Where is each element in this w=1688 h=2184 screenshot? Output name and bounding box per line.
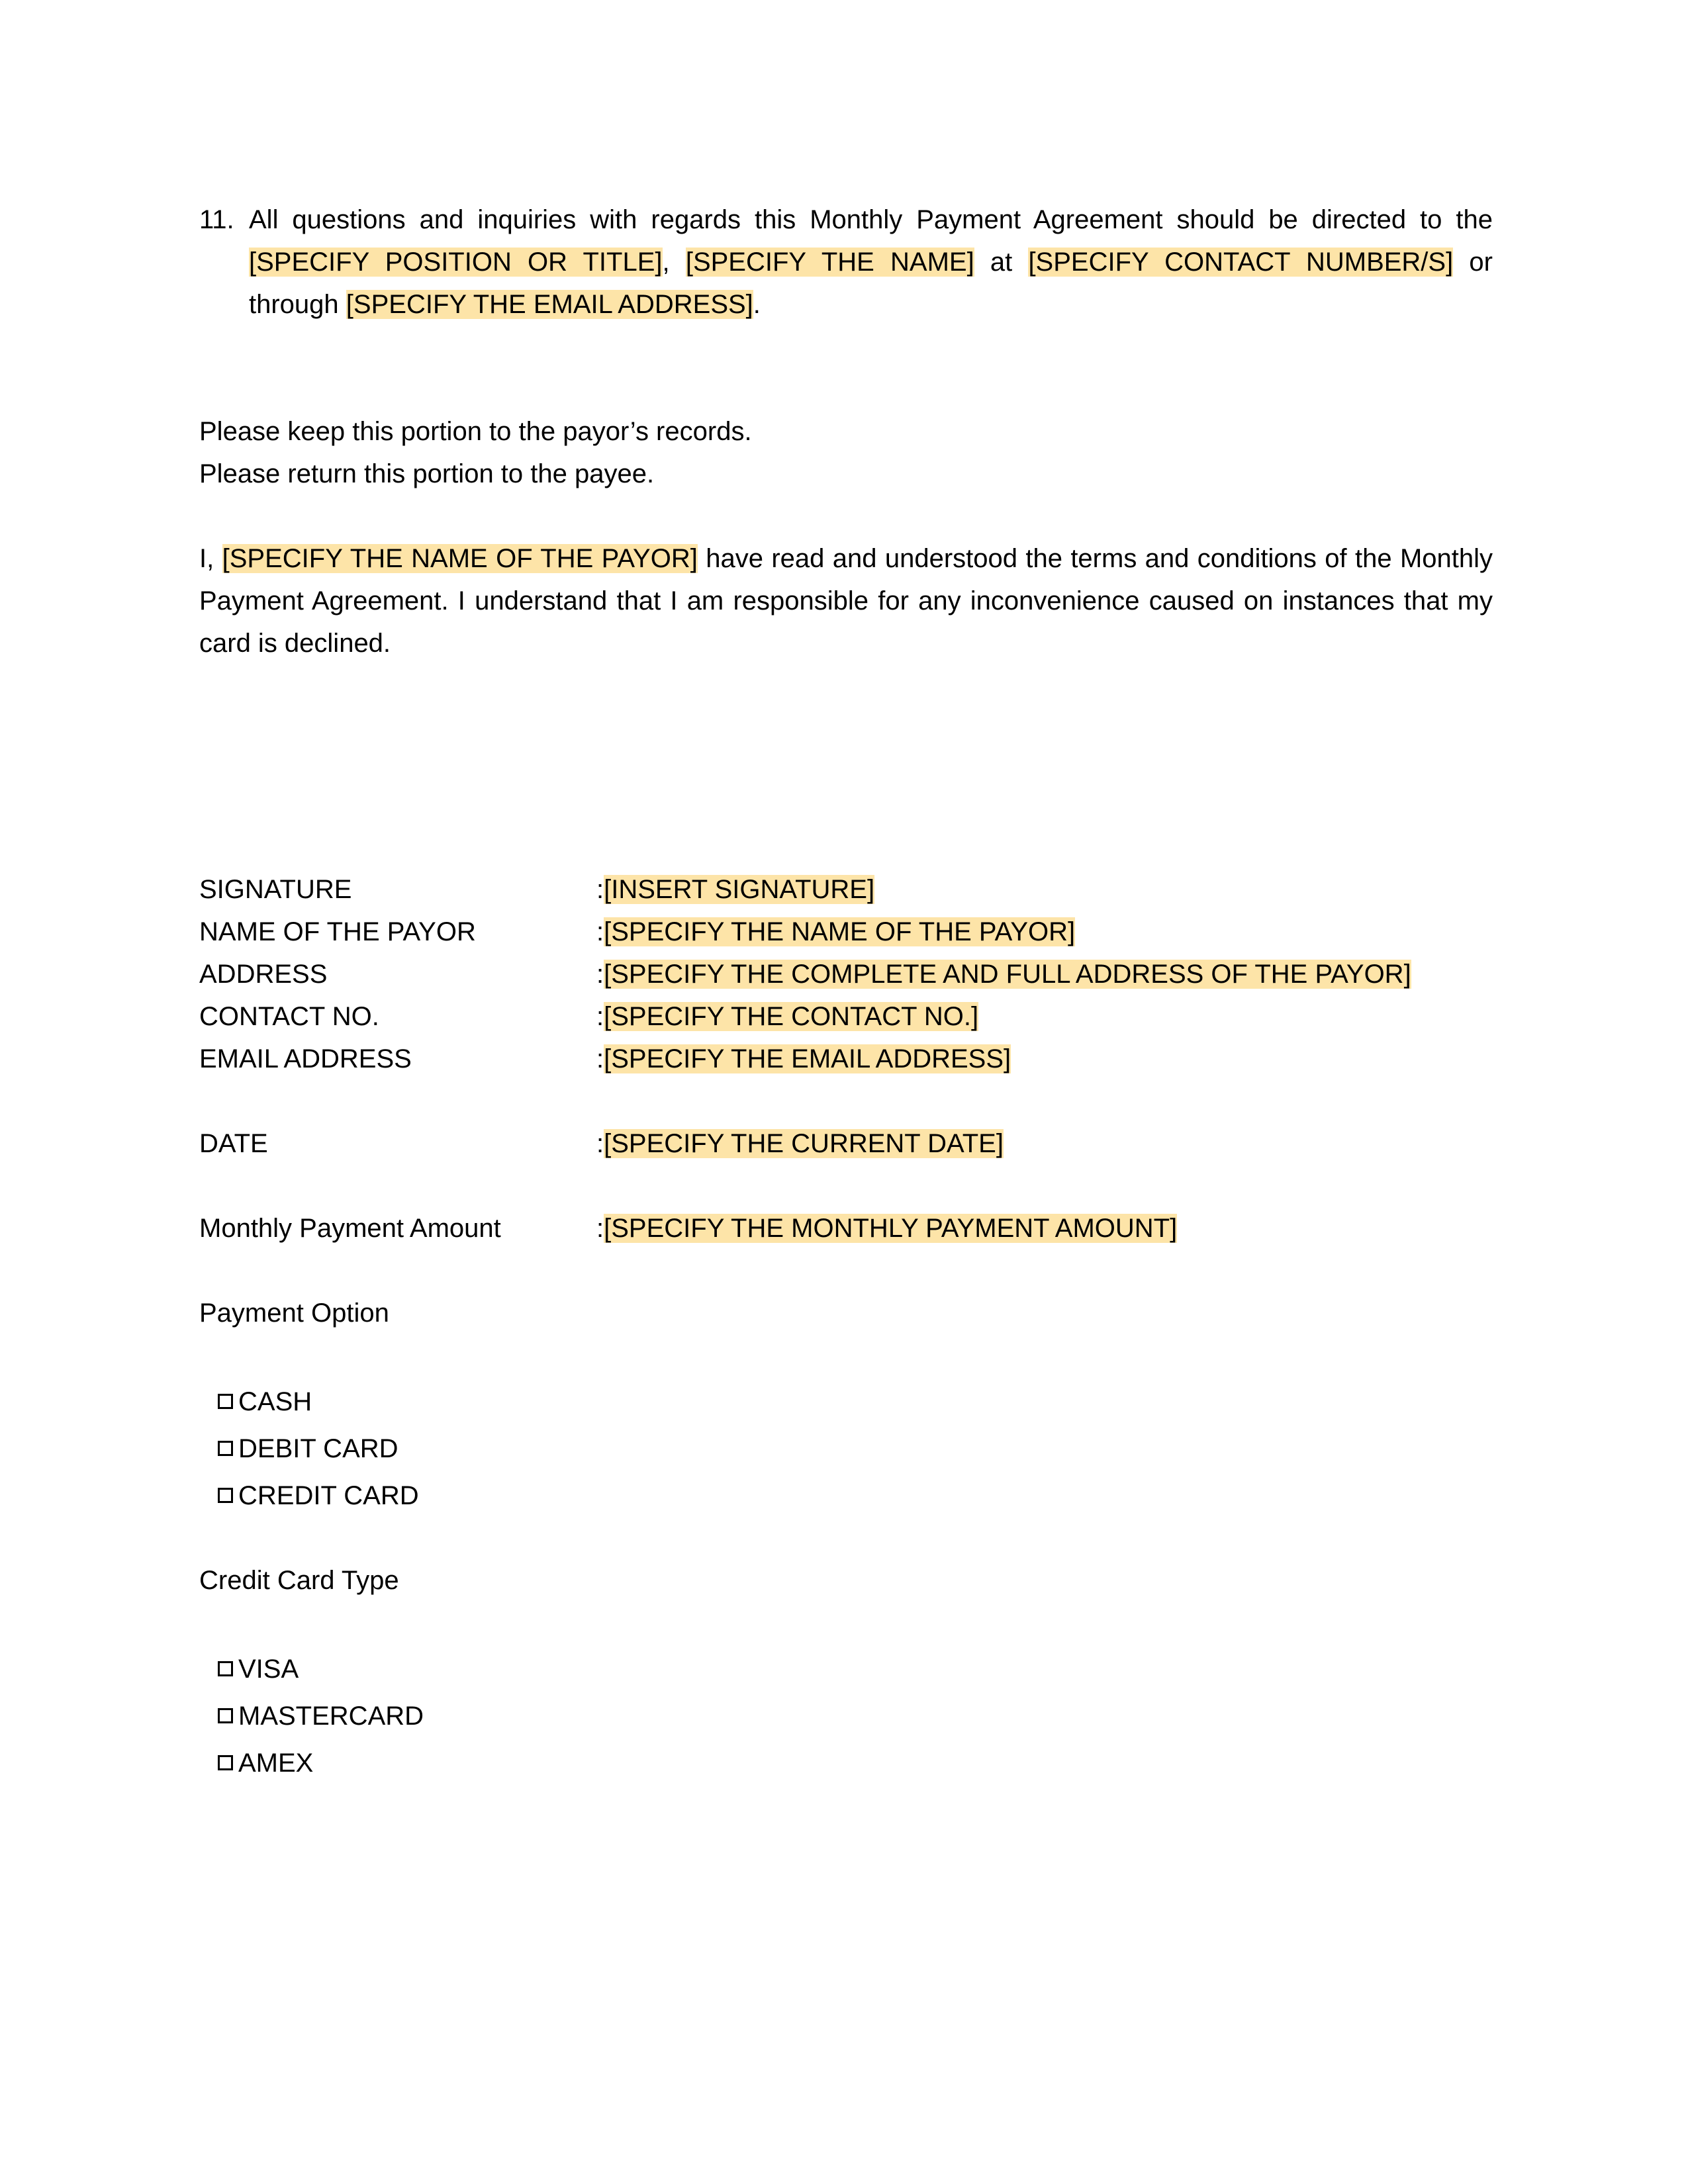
field-value	[596, 1122, 1004, 1165]
checkbox-icon[interactable]	[218, 1708, 233, 1723]
position-placeholder[interactable]: [SPECIFY POSITION OR TITLE]	[249, 248, 663, 277]
comma: ,	[662, 248, 670, 277]
field-value	[596, 911, 1075, 953]
checkbox-debit-card[interactable]	[218, 1428, 399, 1470]
payor-name-field-placeholder[interactable]: [SPECIFY THE NAME OF THE PAYOR]	[604, 917, 1076, 946]
address-placeholder[interactable]: [SPECIFY THE COMPLETE AND FULL ADDRESS OF THE PAYOR]	[604, 960, 1411, 989]
field-value	[596, 1038, 1011, 1080]
checkbox-icon[interactable]	[218, 1488, 233, 1503]
checkbox-label: VISA	[238, 1655, 299, 1684]
contact-placeholder[interactable]: [SPECIFY CONTACT NUMBER/S]	[1028, 248, 1454, 277]
acknowledgement-paragraph	[199, 537, 1493, 664]
monthly-amount-placeholder[interactable]: [SPECIFY THE MONTHLY PAYMENT AMOUNT]	[604, 1214, 1178, 1243]
email-address-placeholder[interactable]: [SPECIFY THE EMAIL ADDRESS]	[604, 1044, 1011, 1073]
colon: :	[596, 875, 604, 904]
field-value	[596, 995, 978, 1038]
checkbox-credit-card[interactable]	[218, 1475, 419, 1517]
item11-text: All questions and inquiries with regards this Monthly Payment Agreement should be directed to the	[249, 205, 1493, 234]
ack-text: have read and understood the terms and conditions of the Monthly Payment Agreement. I understand that I am responsible for any inconvenience caused on instances that my card is declined.	[199, 544, 1493, 658]
checkbox-visa[interactable]	[218, 1648, 299, 1690]
field-label: EMAIL ADDRESS	[199, 1044, 412, 1073]
list-number: 11.	[199, 205, 234, 234]
colon: :	[596, 1044, 604, 1073]
checkbox-label: MASTERCARD	[238, 1702, 424, 1731]
email-placeholder[interactable]: [SPECIFY THE EMAIL ADDRESS]	[346, 290, 753, 319]
signature-placeholder[interactable]: [INSERT SIGNATURE]	[604, 875, 875, 904]
colon: :	[596, 1129, 604, 1158]
ack-prefix: I,	[199, 544, 214, 573]
payment-option-label: Payment Option	[199, 1298, 389, 1328]
colon: :	[596, 1002, 604, 1031]
credit-card-type-label: Credit Card Type	[199, 1566, 399, 1595]
checkbox-icon[interactable]	[218, 1441, 233, 1456]
checkbox-label: DEBIT CARD	[238, 1434, 399, 1463]
field-label: ADDRESS	[199, 960, 328, 989]
field-label: Monthly Payment Amount	[199, 1214, 501, 1243]
date-placeholder[interactable]: [SPECIFY THE CURRENT DATE]	[604, 1129, 1004, 1158]
checkbox-amex[interactable]	[218, 1742, 313, 1784]
period: .	[753, 290, 761, 319]
checkbox-label: AMEX	[238, 1749, 314, 1778]
field-value	[596, 953, 1411, 995]
name-placeholder[interactable]: [SPECIFY THE NAME]	[685, 248, 974, 277]
colon: :	[596, 960, 604, 989]
checkbox-label: CREDIT CARD	[238, 1481, 419, 1510]
at-text: at	[990, 248, 1013, 277]
colon: :	[596, 1214, 604, 1243]
or-through-text: or through	[249, 248, 1493, 319]
keep-portion-note: Please keep this portion to the payor’s records.	[199, 417, 752, 446]
contact-no-placeholder[interactable]: [SPECIFY THE CONTACT NO.]	[604, 1002, 979, 1031]
field-label: CONTACT NO.	[199, 1002, 379, 1031]
colon: :	[596, 917, 604, 946]
field-value	[596, 1207, 1177, 1250]
checkbox-mastercard[interactable]	[218, 1695, 424, 1737]
field-value	[596, 868, 874, 911]
checkbox-icon[interactable]	[218, 1755, 233, 1770]
field-label: DATE	[199, 1129, 268, 1158]
return-portion-note: Please return this portion to the payee.	[199, 459, 655, 488]
checkbox-icon[interactable]	[218, 1394, 233, 1409]
payor-name-placeholder[interactable]: [SPECIFY THE NAME OF THE PAYOR]	[222, 544, 698, 573]
notes-block	[199, 410, 1493, 495]
checkbox-icon[interactable]	[218, 1661, 233, 1676]
field-label: NAME OF THE PAYOR	[199, 917, 476, 946]
checkbox-label: CASH	[238, 1387, 312, 1416]
field-label: SIGNATURE	[199, 875, 352, 904]
checkbox-cash[interactable]	[218, 1381, 312, 1423]
list-item-11	[199, 199, 1493, 326]
list-item-text	[249, 199, 1493, 326]
